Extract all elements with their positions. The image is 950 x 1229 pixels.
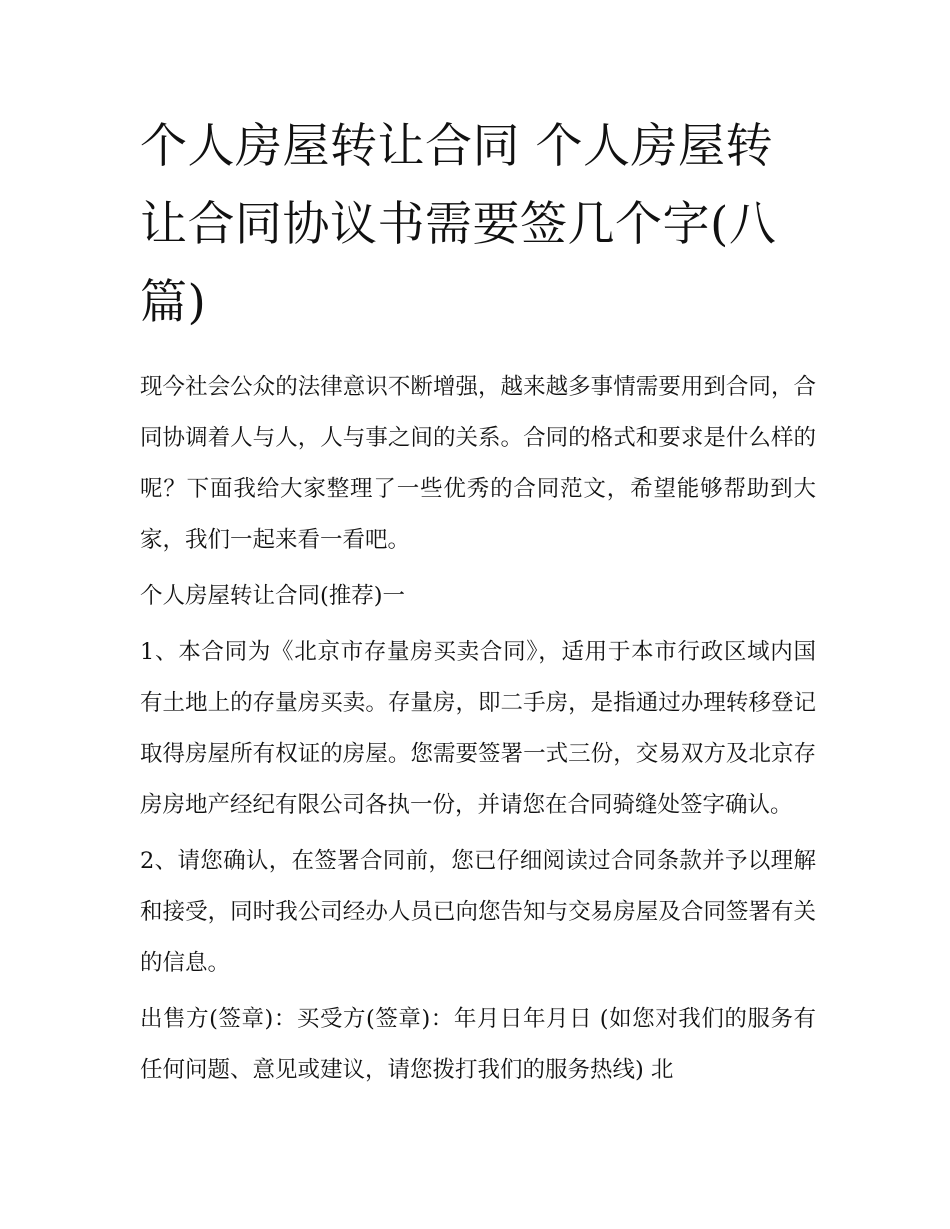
signature-paragraph: 出售方(签章)：买受方(签章)：年月日年月日 (如您对我们的服务有任何问题、意见或建议，请您拨打我们的服务热线) 北 [140, 1006, 816, 1083]
clause-1-paragraph: 1、本合同为《北京市存量房买卖合同》，适用于本市行政区域内国有土地上的存量房买卖。存量房，即二手房，是指通过办理转移登记取得房屋所有权证的房屋。您需要签署一式三份，交易双方及北京存房房地产经纪有限公司各执一份，并请您在合同骑缝处签字确认。 [140, 639, 816, 818]
clause-2-paragraph: 2、请您确认，在签署合同前，您已仔细阅读过合同条款并予以理解和接受，同时我公司经办人员已向您告知与交易房屋及合同签署有关的信息。 [140, 848, 816, 976]
section-heading: 个人房屋转让合同(推荐)一 [140, 583, 406, 609]
document-page [140, 108, 816, 1101]
document-title: 个人房屋转让合同 个人房屋转让合同协议书需要签几个字(八篇) [140, 119, 777, 330]
intro-paragraph: 现今社会公众的法律意识不断增强，越来越多事情需要用到合同，合同协调着人与人，人与事之间的关系。合同的格式和要求是什么样的呢？下面我给大家整理了一些优秀的合同范文，希望能够帮助到大家，我们一起来看一看吧。 [140, 374, 816, 553]
